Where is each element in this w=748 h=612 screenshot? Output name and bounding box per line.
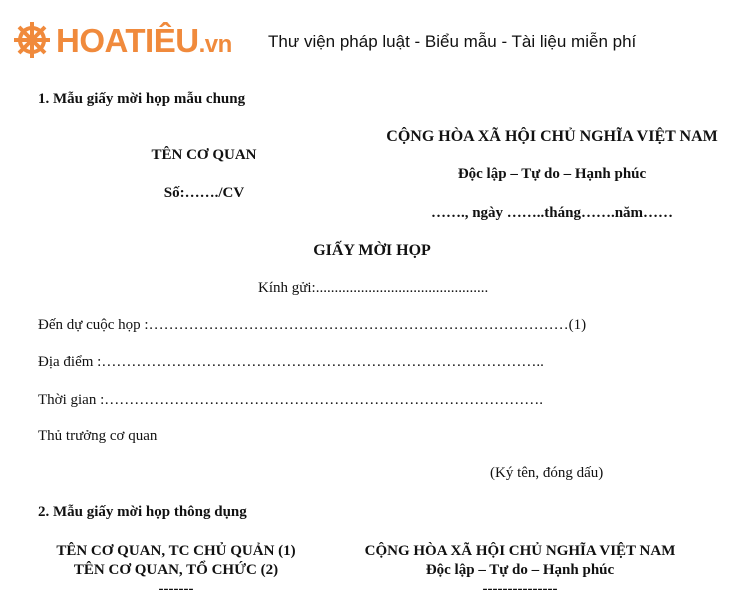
motto-2: Độc lập – Tự do – Hạnh phúc [425, 562, 615, 578]
right-rule: --------------- [482, 581, 558, 597]
republic-title-2: CỘNG HÒA XÃ HỘI CHỦ NGHĨA VIỆT NAM [364, 543, 676, 559]
tagline: Thư viện pháp luật - Biểu mẫu - Tài liệu miễn phí [268, 32, 637, 51]
recipient-line: Kính gửi:.............................................. [258, 280, 489, 296]
republic-title: CỘNG HÒA XÃ HỘI CHỦ NGHĨA VIỆT NAM [386, 128, 718, 145]
logo[interactable] [12, 20, 232, 60]
date-line: ……., ngày ……..tháng…….năm…… [430, 205, 674, 221]
agency-name: TÊN CƠ QUAN [151, 147, 257, 163]
location-line: Địa điểm :…………………………………………………………………………….. [38, 354, 544, 370]
head-of-agency: Thủ trưởng cơ quan [38, 428, 158, 444]
document-title: GIẤY MỜI HỌP [313, 242, 431, 259]
section-1-heading: 1. Mẫu giấy mời họp mẫu chung [38, 91, 246, 107]
ship-wheel-icon [12, 20, 52, 60]
signature-note: (Ký tên, đóng dấu) [490, 465, 604, 481]
time-line: Thời gian :……………………………………………………………………………. [38, 392, 544, 408]
motto: Độc lập – Tự do – Hạnh phúc [457, 166, 647, 182]
section-2-heading: 2. Mẫu giấy mời họp thông dụng [38, 504, 247, 520]
logo-text: HOATIÊU.vn [56, 21, 232, 59]
meeting-line: Đến dự cuộc họp :…………………………………………………………………………(1) [38, 317, 587, 333]
left-rule: ------- [158, 581, 194, 597]
agency-name-2: TÊN CƠ QUAN, TỔ CHỨC (2) [73, 562, 279, 578]
document-number: Số:……./CV [163, 185, 245, 201]
parent-agency: TÊN CƠ QUAN, TC CHỦ QUẢN (1) [56, 543, 296, 559]
